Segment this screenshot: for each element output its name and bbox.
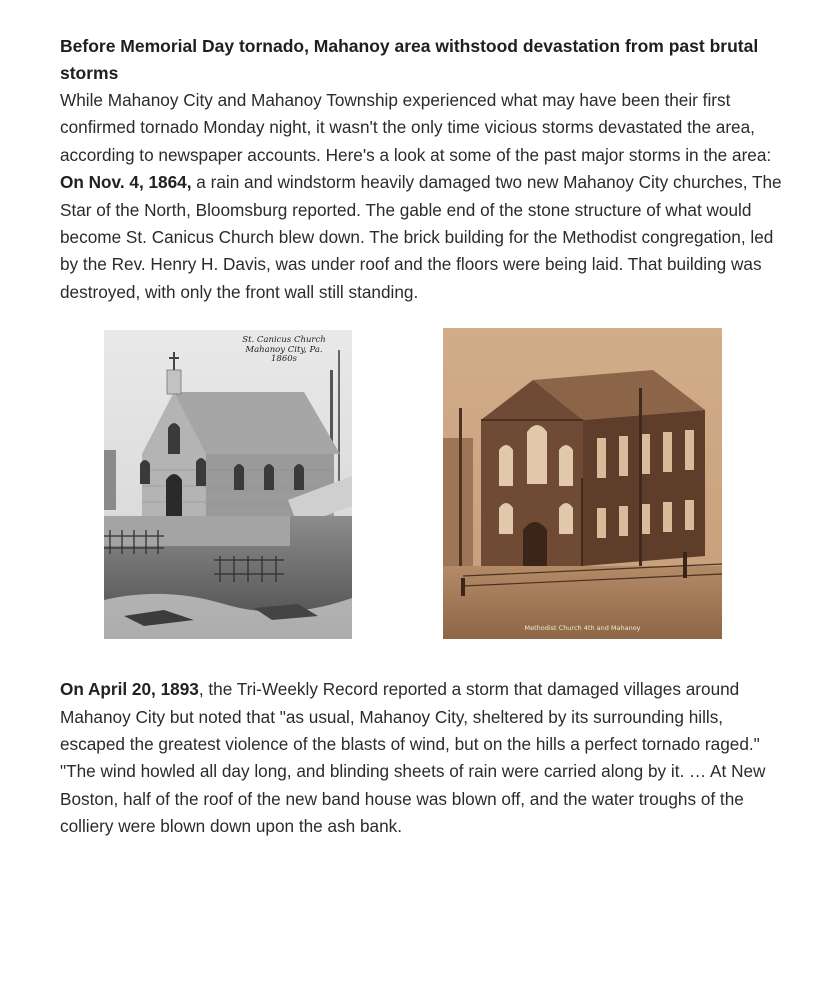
methodist-church-caption: Methodist Church 4th and Mahanoy <box>524 624 641 633</box>
methodist-church-photo <box>443 328 722 639</box>
storm-1864-paragraph <box>60 169 790 306</box>
storm-1893-date: On April 20, 1893 <box>60 679 199 700</box>
st-canicus-caption-line1: St. Canicus Church <box>242 335 326 346</box>
storm-1864-body: a rain and windstorm heavily damaged two new Mahanoy City churches, The Star of the North, Bloomsburg reported. The gable end of the stone structure of what would become St. Canicus Church blew down. The brick building for the Methodist congregation, led by the Rev. Henry H. Davis, was under roof and the floors were being laid. That building was destroyed, with only the front wall still standing. <box>60 172 782 302</box>
st-canicus-caption-line2: Mahanoy City, Pa. <box>245 344 323 355</box>
st-canicus-caption-line3: 1860s <box>271 354 297 365</box>
storm-1893-body: , the Tri-Weekly Record reported a storm that damaged villages around Mahanoy City but noted that "as usual, Mahanoy City, sheltered by its surrounding hills, escaped the greatest violence of the blasts of wind, but on the hills a perfect tornado raged." <box>60 679 760 755</box>
photo-row <box>60 306 790 676</box>
intro-paragraph: While Mahanoy City and Mahanoy Township experienced what may have been their first confirmed tornado Monday night, it wasn't the only time vicious storms devastated the area, according to newspaper accounts. Here's a look at some of the past major storms in the area: <box>60 90 772 165</box>
wind-quote-paragraph: "The wind howled all day long, and blinding sheets of rain were carried along by it. … At New Boston, half of the roof of the new band house was blown off, and the water troughs of the colliery were blown down upon the ash bank. <box>60 761 766 837</box>
article-headline: Before Memorial Day tornado, Mahanoy area withstood devastation from past brutal storms <box>60 36 759 83</box>
storm-1864-date: On Nov. 4, 1864, <box>60 172 192 193</box>
methodist-church-illustration <box>443 328 722 639</box>
article <box>60 33 790 841</box>
storm-1893-paragraph <box>60 676 790 758</box>
st-canicus-church-illustration <box>104 330 352 639</box>
st-canicus-caption <box>222 336 346 365</box>
st-canicus-church-photo <box>104 330 352 639</box>
